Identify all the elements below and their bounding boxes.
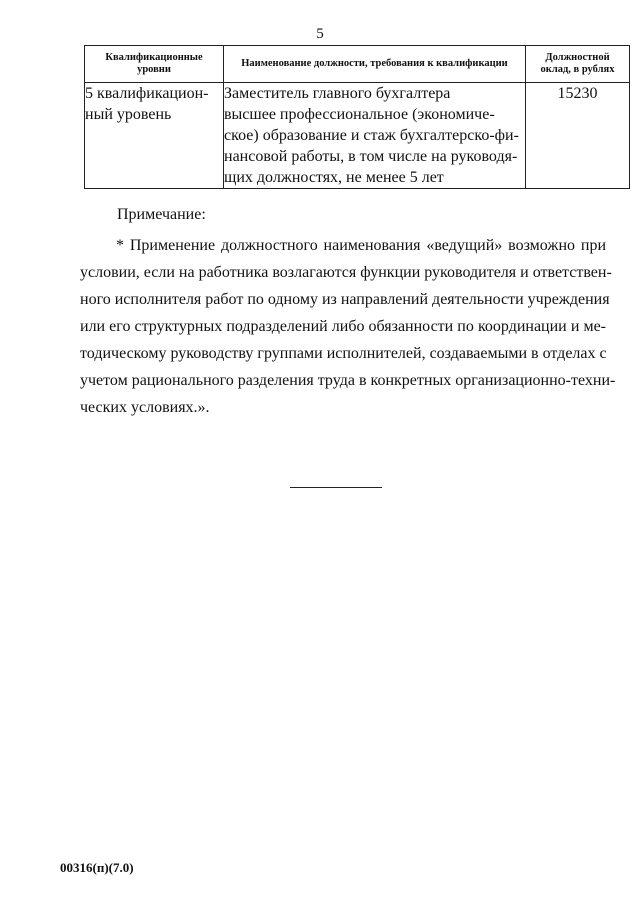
position-line: щих должностях, не менее 5 лет: [224, 169, 444, 186]
level-line: ный уровень: [85, 106, 172, 123]
note-line: условии, если на работника возлагаются функции руководителя и ответствен-: [80, 264, 612, 281]
note-line: ного исполнителя работ по одному из направлений деятельности учреждения: [80, 291, 610, 308]
note-line: * Применение должностного наименования «ведущий» возможно при: [116, 237, 606, 254]
note-line: учетом рационального разделения труда в конкретных организационно-техни-: [80, 372, 616, 389]
note-paragraph: [80, 232, 616, 421]
header-qualification-levels: Квалификационные уровни: [85, 46, 224, 83]
header-position-requirements: Наименование должности, требования к квалификации: [224, 46, 526, 83]
note-line: или его структурных подразделений либо обязанности по координации и ме-: [80, 318, 606, 335]
qualification-table: [84, 45, 630, 189]
end-separator-line: [290, 487, 382, 488]
table-header-row: [85, 46, 630, 83]
position-line: нансовой работы, в том числе на руководя-: [224, 148, 518, 165]
position-line: высшее профессиональное (экономиче-: [224, 106, 495, 123]
document-code: 00316(п)(7.0): [60, 860, 134, 875]
header-salary: Должностной оклад, в рублях: [526, 46, 630, 83]
position-line: ское) образование и стаж бухгалтерско-фи-: [224, 127, 519, 144]
level-line: 5 квалификацион-: [85, 85, 209, 102]
cell-position-requirements: [224, 83, 526, 189]
notes-label: Примечание:: [117, 206, 206, 223]
cell-qualification-level: [85, 83, 224, 189]
position-line: Заместитель главного бухгалтера: [224, 85, 451, 102]
note-line: тодическому руководству группами исполнителей, создаваемыми в отделах с: [80, 345, 607, 362]
note-line: ческих условиях.».: [80, 399, 210, 416]
cell-salary: 15230: [526, 83, 630, 189]
page-number: 5: [316, 26, 324, 42]
table-row: [85, 83, 630, 189]
